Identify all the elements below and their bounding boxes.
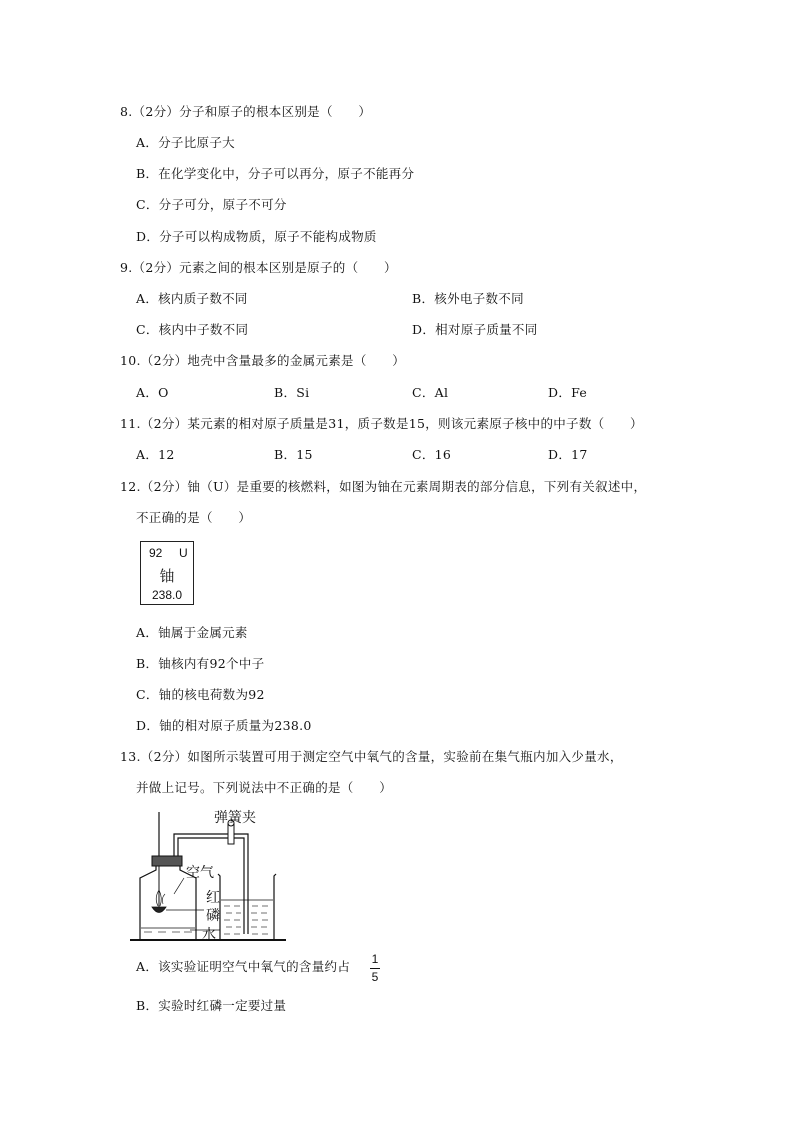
q10-option-d: D．Fe [548, 385, 588, 400]
fraction-numerator: 1 [371, 952, 379, 966]
label-red-phosphorus-1: 红 [206, 890, 220, 906]
q9-stem: 9.（2分）元素之间的根本区别是原子的（ ） [120, 260, 397, 275]
oxygen-content-apparatus-figure [130, 806, 295, 946]
q10-stem: 10.（2分）地壳中含量最多的金属元素是（ ） [120, 353, 406, 368]
q12-option-b: B．铀核内有92个中子 [136, 656, 265, 671]
fraction-denominator: 5 [371, 970, 379, 984]
q11-option-c: C．16 [412, 447, 452, 462]
q10-option-a: A．O [136, 385, 169, 400]
q8-stem: 8.（2分）分子和原子的根本区别是（ ） [120, 104, 372, 119]
atomic-mass: 238.0 [151, 588, 183, 602]
q12-option-c: C．铀的核电荷数为92 [136, 687, 265, 702]
q11-stem: 11.（2分）某元素的相对原子质量是31，质子数是15，则该元素原子核中的中子数（ ） [120, 416, 643, 431]
q13-stem-line1: 13.（2分）如图所示装置可用于测定空气中氧气的含量，实验前在集气瓶内加入少量水， [120, 749, 623, 764]
q11-option-b: B．15 [274, 447, 313, 462]
element-name: 铀 [159, 568, 175, 585]
q12-option-a: A．铀属于金属元素 [136, 625, 248, 640]
q13-stem-line2: 并做上记号。下列说法中不正确的是（ ） [136, 780, 393, 795]
label-spring-clip: 弹簧夹 [214, 810, 256, 826]
q8-option-c: C．分子可分，原子不可分 [136, 197, 287, 212]
q9-option-a: A．核内质子数不同 [136, 291, 248, 306]
q13-option-b: B．实验时红磷一定要过量 [136, 998, 287, 1013]
q9-option-d: D．相对原子质量不同 [412, 322, 538, 337]
element-symbol: U [179, 546, 188, 560]
q8-option-d: D．分子可以构成物质，原子不能构成物质 [136, 229, 377, 244]
q9-option-b: B．核外电子数不同 [412, 291, 524, 306]
fraction-bar [370, 968, 380, 969]
q8-option-a: A．分子比原子大 [136, 135, 235, 150]
q11-option-a: A．12 [136, 447, 175, 462]
periodic-table-cell-uranium [140, 541, 194, 605]
atomic-number: 92 [149, 546, 163, 560]
q10-option-b: B．Si [274, 385, 310, 400]
q10-option-c: C．Al [412, 385, 449, 400]
label-water: 水 [202, 927, 216, 943]
q12-stem-line1: 12.（2分）铀（U）是重要的核燃料，如图为铀在元素周期表的部分信息，下列有关叙述中， [120, 479, 647, 494]
q9-option-c: C．核内中子数不同 [136, 322, 249, 337]
q12-stem-line2: 不正确的是（ ） [136, 510, 252, 525]
label-red-phosphorus-2: 磷 [206, 908, 220, 924]
label-air: 空气 [186, 865, 214, 881]
q13-option-a: A．该实验证明空气中氧气的含量约占 [136, 959, 351, 974]
q11-option-d: D．17 [548, 447, 588, 462]
q8-option-b: B．在化学变化中，分子可以再分，原子不能再分 [136, 166, 415, 181]
q12-option-d: D．铀的相对原子质量为238.0 [136, 718, 312, 733]
